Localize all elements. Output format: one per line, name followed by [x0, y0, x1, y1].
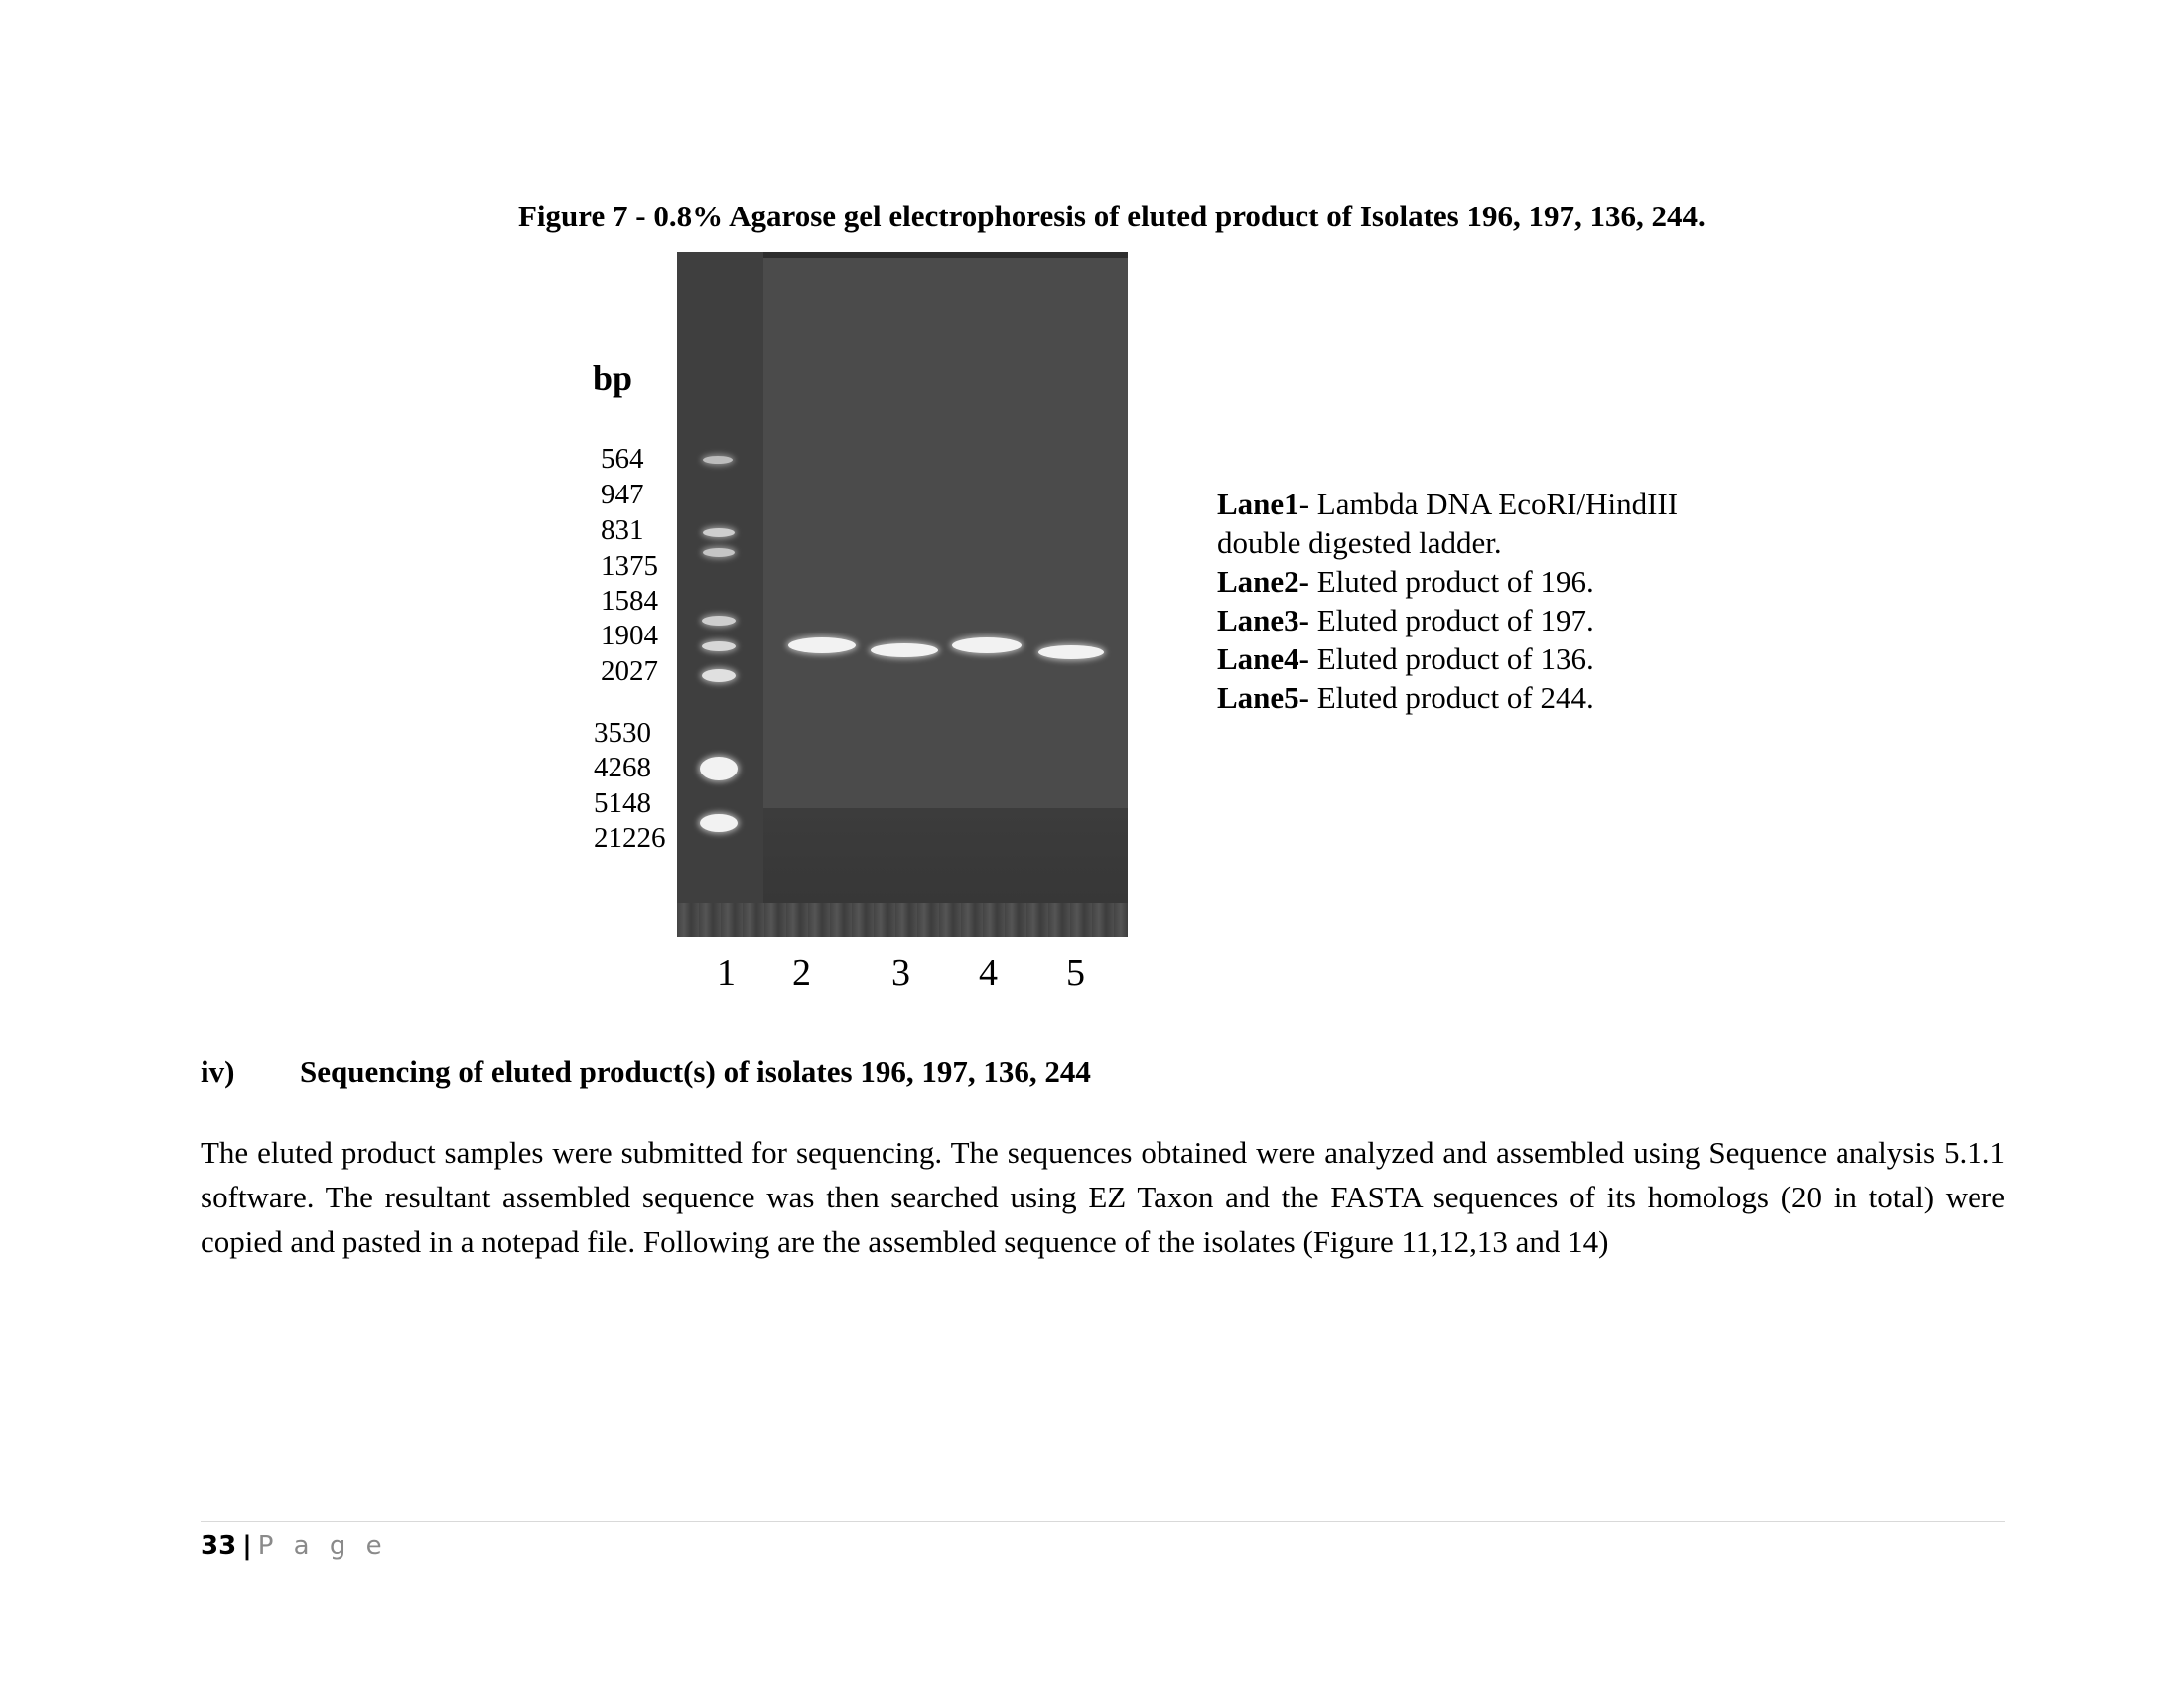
- sample-band-lane5: [1038, 645, 1104, 659]
- gel-bottom-edge: [677, 903, 1128, 937]
- legend-line: Lane5- Eluted product of 244.: [1217, 680, 1594, 715]
- ladder-band: [702, 641, 736, 651]
- marker-label: 3530: [594, 717, 651, 749]
- lane-number: 4: [979, 952, 998, 994]
- legend-line: Lane1- Lambda DNA EcoRI/HindIII: [1217, 487, 1679, 521]
- ladder-band: [702, 616, 736, 626]
- marker-label: 947: [601, 479, 644, 510]
- ladder-band: [703, 456, 733, 464]
- section-heading: Sequencing of eluted product(s) of isolates 196, 197, 136, 244: [300, 1055, 1091, 1089]
- marker-label: 2027: [601, 655, 658, 687]
- marker-label: 1904: [601, 620, 658, 651]
- lane-number: 2: [792, 952, 811, 994]
- section-number: iv): [201, 1055, 235, 1089]
- ladder-band: [702, 669, 736, 682]
- marker-label: 1375: [601, 550, 658, 582]
- sample-band-lane2: [788, 637, 856, 653]
- legend-line: Lane4- Eluted product of 136.: [1217, 641, 1594, 676]
- gel-top-edge: [763, 252, 1128, 258]
- marker-label: 564: [601, 443, 644, 475]
- ladder-band: [703, 528, 735, 537]
- page-footer: [201, 1531, 388, 1561]
- lane-legend: [1217, 485, 1773, 717]
- lane-number: 1: [717, 952, 736, 994]
- ladder-lane: [677, 252, 763, 937]
- sample-band-lane4: [952, 637, 1022, 653]
- marker-label: 1584: [601, 585, 658, 617]
- marker-label: 4268: [594, 752, 651, 783]
- marker-label: 21226: [594, 822, 666, 854]
- marker-label: 831: [601, 514, 644, 546]
- legend-line: Lane3- Eluted product of 197.: [1217, 603, 1594, 637]
- legend-line: double digested ladder.: [1217, 525, 1502, 560]
- body-paragraph: The eluted product samples were submitted for sequencing. The sequences obtained were analyzed and assembled using Sequence analysis 5.1.1 software. The resultant assembled sequence was then searched using EZ Taxon and the FASTA sequences of its homologs (20 in total) were copied and pasted in a notepad file. Following are the assembled sequence of the isolates (Figure 11,12,13 and 14): [201, 1135, 2005, 1259]
- marker-label: 5148: [594, 787, 651, 819]
- page-number: 33: [201, 1531, 237, 1561]
- lane-number: 5: [1066, 952, 1085, 994]
- page-label: P a g e: [257, 1531, 388, 1561]
- legend-line: Lane2- Eluted product of 196.: [1217, 564, 1594, 599]
- ladder-band: [700, 757, 738, 780]
- footer-divider: [201, 1521, 2005, 1522]
- lane-number: 3: [891, 952, 910, 994]
- ladder-band: [700, 814, 738, 832]
- figure-caption: Figure 7 - 0.8% Agarose gel electrophoresis of eluted product of Isolates 196, 197, 136, 244.: [518, 199, 1706, 233]
- sample-band-lane3: [871, 643, 938, 657]
- bp-axis-label: bp: [593, 358, 633, 398]
- gel-image: [677, 252, 1128, 937]
- footer-separator: |: [242, 1531, 252, 1561]
- ladder-band: [703, 548, 735, 557]
